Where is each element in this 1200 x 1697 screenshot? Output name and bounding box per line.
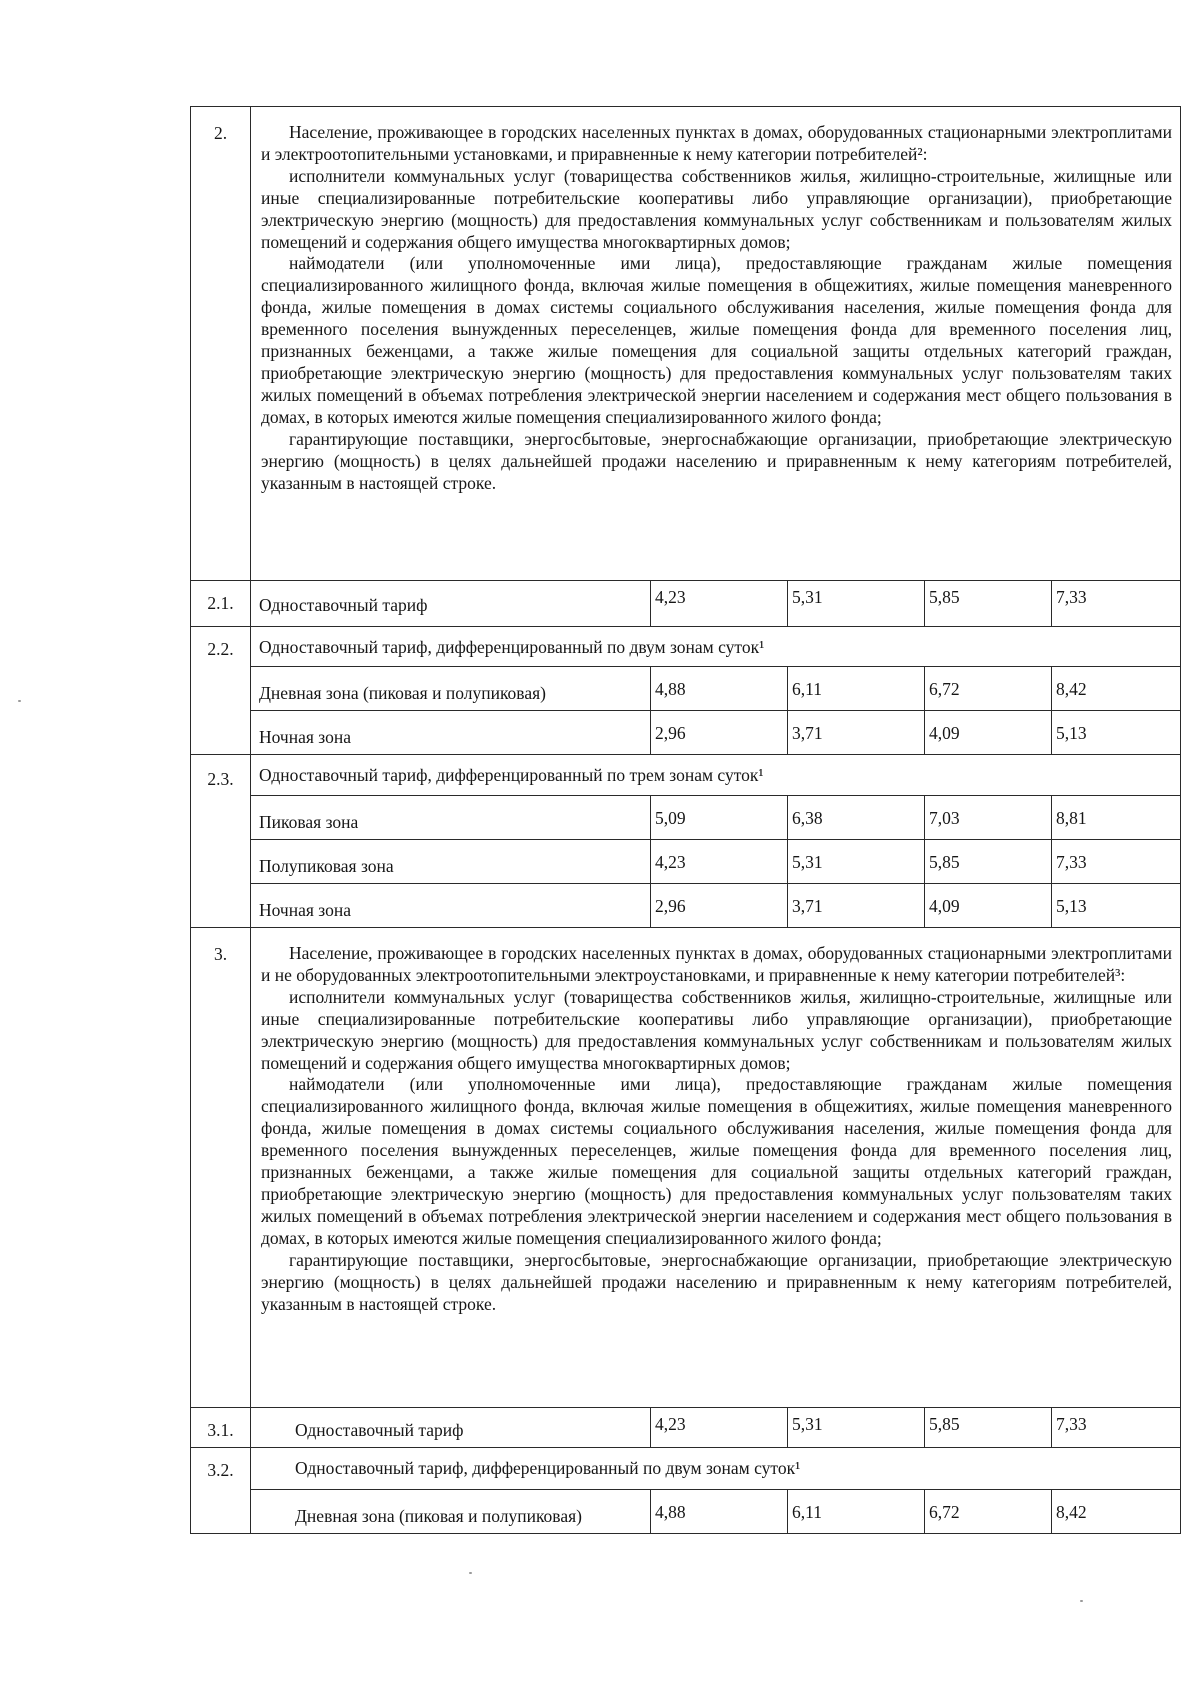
row-label: Дневная зона (пиковая и полупиковая) xyxy=(251,1490,651,1534)
scan-speck xyxy=(469,1572,472,1574)
table-row xyxy=(191,796,1181,840)
tariff-value: 6,72 xyxy=(925,667,1052,711)
row-label: Одноставочный тариф, дифференцированный по двум зонам суток¹ xyxy=(251,1448,1181,1490)
tariff-value: 7,03 xyxy=(925,796,1052,840)
tariff-value: 5,85 xyxy=(925,1408,1052,1448)
paragraph: наймодатели (или уполномоченные ими лица), предоставляющие гражданам жилые помещения специализированного жилищного фонда, включая жилые помещения в общежитиях, жилые помещения маневренного фонда, жилые помещения в домах системы социального обслуживания населения, жилые помещения фонда для временного поселения вынужденных переселенцев, жилые помещения фонда для временного поселения лиц, признанных беженцами, а также жилые помещения для социальной защиты отдельных категорий граждан, приобретающие электрическую энергию (мощность) для предоставления коммунальных услуг пользователям таких жилых помещений в объемах потребления электрической энергии населением и содержания мест общего пользования в домах, в которых имеются жилые помещения специализированного жилого фонда; xyxy=(261,1074,1172,1248)
tariff-value: 3,71 xyxy=(788,711,925,755)
table-row xyxy=(191,711,1181,755)
row-label: Ночная зона xyxy=(251,711,651,755)
paragraph: исполнители коммунальных услуг (товарищества собственников жилья, жилищно-строительные, жилищные или иные специализированные потребительские кооперативы либо управляющие организации), приобретающие электрическую энергию (мощность) для предоставления коммунальных услуг собственникам и пользователям жилых помещений и содержания общего имущества многоквартирных домов; xyxy=(261,165,1172,252)
tariff-value: 4,88 xyxy=(651,667,788,711)
table-row xyxy=(191,755,1181,796)
tariff-value: 4,09 xyxy=(925,884,1052,928)
tariff-value: 5,31 xyxy=(788,840,925,884)
section-3-description xyxy=(251,928,1181,1408)
tariff-value: 2,96 xyxy=(651,711,788,755)
section-2-header-row xyxy=(191,107,1181,581)
table-row xyxy=(191,840,1181,884)
tariff-value: 6,38 xyxy=(788,796,925,840)
tariff-value: 4,23 xyxy=(651,840,788,884)
row-number: 3. xyxy=(191,928,251,1408)
row-label: Одноставочный тариф, дифференцированный по трем зонам суток¹ xyxy=(251,755,1181,796)
table-row xyxy=(191,627,1181,667)
scan-speck xyxy=(1080,1600,1083,1602)
table-row xyxy=(191,884,1181,928)
tariff-value: 5,85 xyxy=(925,840,1052,884)
tariff-value: 6,11 xyxy=(788,667,925,711)
paragraph: наймодатели (или уполномоченные ими лица), предоставляющие гражданам жилые помещения специализированного жилищного фонда, включая жилые помещения в общежитиях, жилые помещения маневренного фонда, жилые помещения в домах системы социального обслуживания населения, жилые помещения фонда для временного поселения вынужденных переселенцев, жилые помещения фонда для временного поселения лиц, признанных беженцами, а также жилые помещения для социальной защиты отдельных категорий граждан, приобретающие электрическую энергию (мощность) для предоставления коммунальных услуг пользователям таких жилых помещений в объемах потребления электрической энергии населением и содержания мест общего пользования в домах, в которых имеются жилые помещения специализированного жилого фонда; xyxy=(261,253,1172,427)
tariff-value: 5,85 xyxy=(925,581,1052,627)
row-label: Дневная зона (пиковая и полупиковая) xyxy=(251,667,651,711)
tariff-table xyxy=(190,106,1181,1534)
row-number: 2.3. xyxy=(191,755,251,928)
row-label: Одноставочный тариф xyxy=(251,1408,651,1448)
tariff-value: 4,23 xyxy=(651,1408,788,1448)
row-number: 3.2. xyxy=(191,1448,251,1534)
tariff-value: 7,33 xyxy=(1052,1408,1181,1448)
table-row xyxy=(191,1448,1181,1490)
paragraph: гарантирующие поставщики, энергосбытовые, энергоснабжающие организации, приобретающие электрическую энергию (мощность) в целях дальнейшей продажи населению и приравненным к нему категориям потребителей, указанным в настоящей строке. xyxy=(261,428,1172,493)
row-number: 2.2. xyxy=(191,627,251,755)
paragraph: Население, проживающее в городских населенных пунктах в домах, оборудованных стационарными электроплитами и не оборудованных электроотопительными электроустановками, и приравненные к нему категории потребителей³: xyxy=(261,943,1172,985)
tariff-value: 4,23 xyxy=(651,581,788,627)
tariff-value: 8,42 xyxy=(1052,1490,1181,1534)
row-label: Пиковая зона xyxy=(251,796,651,840)
tariff-value: 4,09 xyxy=(925,711,1052,755)
paragraph: исполнители коммунальных услуг (товарищества собственников жилья, жилищно-строительные, жилищные или иные специализированные потребительские кооперативы либо управляющие организации), приобретающие электрическую энергию (мощность) для предоставления коммунальных услуг собственникам и пользователям жилых помещений и содержания общего имущества многоквартирных домов; xyxy=(261,986,1172,1073)
tariff-value: 7,33 xyxy=(1052,840,1181,884)
row-number: 2.1. xyxy=(191,581,251,627)
tariff-value: 2,96 xyxy=(651,884,788,928)
tariff-value: 6,11 xyxy=(788,1490,925,1534)
tariff-value: 8,81 xyxy=(1052,796,1181,840)
table-row xyxy=(191,581,1181,627)
tariff-value: 8,42 xyxy=(1052,667,1181,711)
scan-speck xyxy=(18,700,21,702)
tariff-value: 5,31 xyxy=(788,1408,925,1448)
row-label: Одноставочный тариф xyxy=(251,581,651,627)
paragraph: Население, проживающее в городских населенных пунктах в домах, оборудованных стационарными электроплитами и электроотопительными установками, и приравненные к нему категории потребителей²: xyxy=(261,122,1172,164)
table-row xyxy=(191,1408,1181,1448)
row-label: Полупиковая зона xyxy=(251,840,651,884)
tariff-value: 3,71 xyxy=(788,884,925,928)
table-row xyxy=(191,1490,1181,1534)
section-2-description xyxy=(251,107,1181,581)
tariff-value: 5,13 xyxy=(1052,884,1181,928)
tariff-value: 5,13 xyxy=(1052,711,1181,755)
tariff-value: 5,31 xyxy=(788,581,925,627)
tariff-value: 5,09 xyxy=(651,796,788,840)
table-row xyxy=(191,667,1181,711)
tariff-value: 6,72 xyxy=(925,1490,1052,1534)
row-number: 3.1. xyxy=(191,1408,251,1448)
row-label: Одноставочный тариф, дифференцированный по двум зонам суток¹ xyxy=(251,627,1181,667)
paragraph: гарантирующие поставщики, энергосбытовые, энергоснабжающие организации, приобретающие электрическую энергию (мощность) в целях дальнейшей продажи населению и приравненным к нему категориям потребителей, указанным в настоящей строке. xyxy=(261,1249,1172,1314)
row-number: 2. xyxy=(191,107,251,581)
row-label: Ночная зона xyxy=(251,884,651,928)
tariff-value: 7,33 xyxy=(1052,581,1181,627)
tariff-value: 4,88 xyxy=(651,1490,788,1534)
section-3-header-row xyxy=(191,928,1181,1408)
